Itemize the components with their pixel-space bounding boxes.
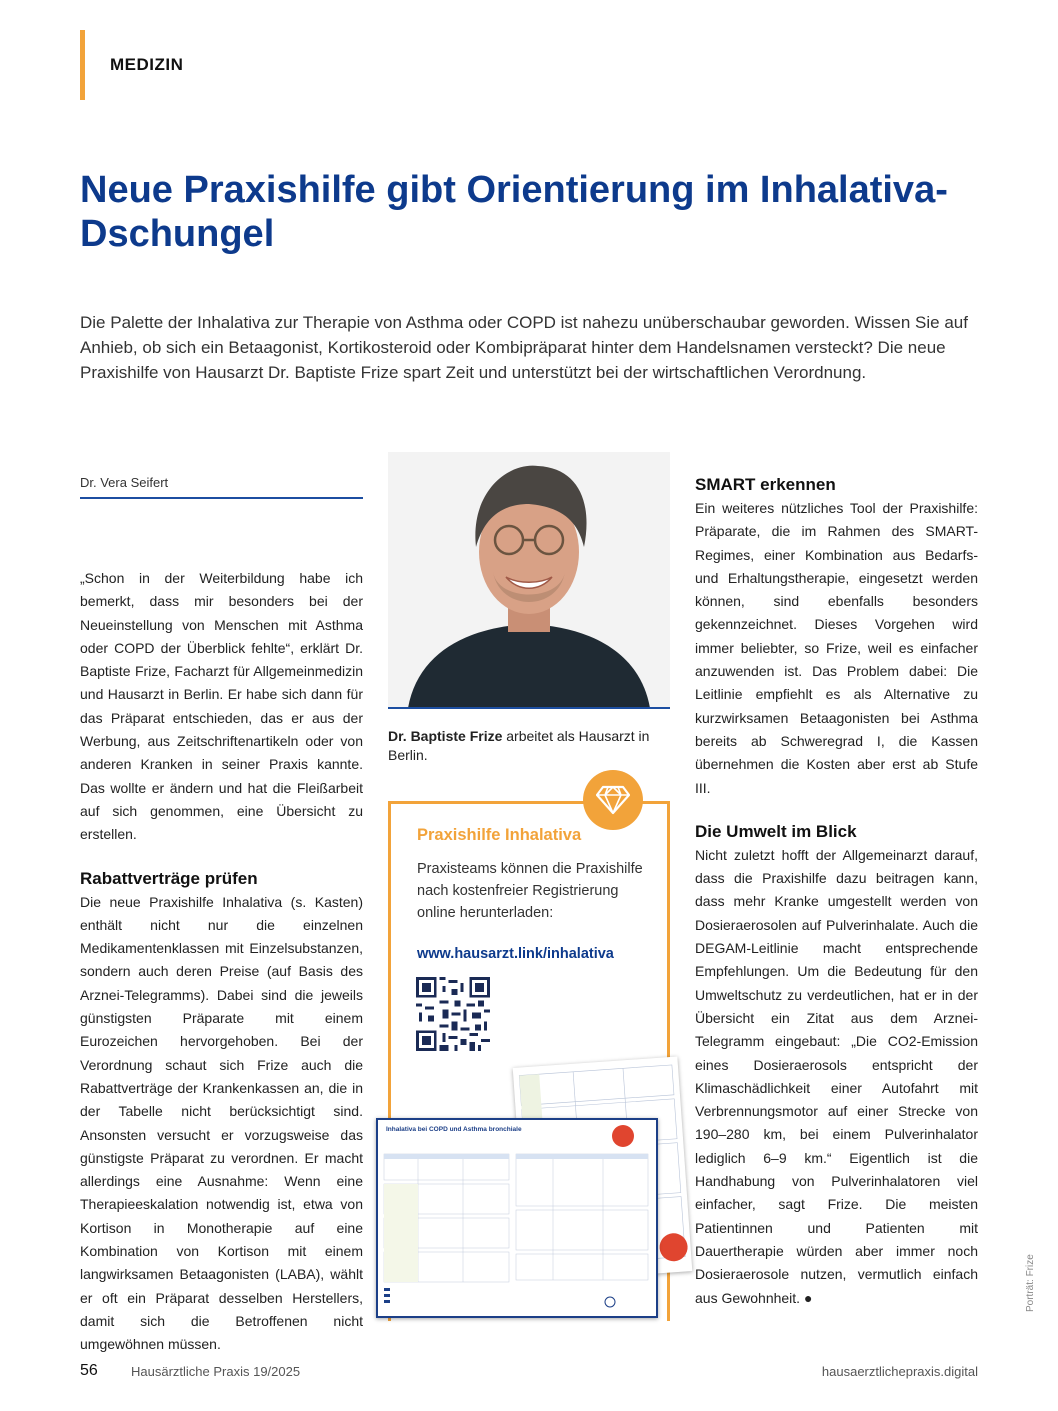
subheading-smart: SMART erkennen xyxy=(695,475,836,494)
body-paragraph: Die neue Praxishilfe Inhalativa (s. Kasten) enthält nicht nur die einzelnen Medikamentenklassen mit Einzelsubstanzen, sondern auch deren Preise (auf Basis des Arznei-Telegramms). Dabei sind die jeweils günstigsten Präparate mit einem Eurozeichen hervorgehoben. Bei der Verordnung schaut sich Frize auch die Rabattverträge der Krankenkassen an, die in der Tabelle nicht berücksichtigt sind. Ansonsten versucht er vorzugsweise das günstigste Präparat zu verordnen. Er macht allerdings eine Ausnahme: Wenn eine Therapieeskalation notwendig ist, etwa von Kortison in Monotherapie auf eine Kombination von Kortison mit einem langwirksamen Betaagonisten (LABA), wählt er oft ein Präparat desselben Herstellers, damit sich die Betroffenen nicht umgewöhnen müssen. xyxy=(80,893,363,1353)
caption-name: Dr. Baptiste Frize xyxy=(388,728,503,744)
qr-code-icon[interactable] xyxy=(416,977,490,1051)
box-text: Praxisteams können die Praxishilfe nach kostenfreier Registrierung online herunterladen: xyxy=(417,861,643,921)
download-link[interactable]: www.hausarzt.link/inhalativa xyxy=(417,946,614,962)
photo-caption xyxy=(388,727,670,765)
photo-credit: Porträt: Frize xyxy=(1025,1254,1036,1312)
column-left xyxy=(80,567,363,1357)
photo-divider xyxy=(388,707,670,709)
headline: Neue Praxishilfe gibt Orientierung im Inhalativa-Dschungel xyxy=(80,169,948,255)
body-paragraph: Ein weiteres nützliches Tool der Praxishilfe: Präparate, die im Rahmen des SMART-Regimes, einer Kombination aus Bedarfs- und Erhaltungstherapie, eingesetzt werden können, sind ebenfalls besonders gekennzeichnet. Dieses Vorgehen wird immer beliebter, so Frize, weil es einfacher anzuwenden ist. Das Problem dabei: Die Leitlinie empfiehlt es als Alternative zu kurzwirksamen Betaagonisten bei Asthma bereits ab Schweregrad I, die Kassen übernehmen die Kosten aber erst ab Stufe III. xyxy=(695,500,978,796)
preview-title: Inhalativa bei COPD und Asthma bronchiale xyxy=(386,1126,522,1133)
footer-url[interactable]: hausaerztlichepraxis.digital xyxy=(821,1364,978,1379)
praxishilfe-preview-front xyxy=(376,1118,658,1318)
portrait-illustration xyxy=(388,452,670,708)
column-right xyxy=(695,473,978,1310)
author-byline: Dr. Vera Seifert xyxy=(80,475,169,490)
publication-info: Hausärztliche Praxis 19/2025 xyxy=(131,1364,301,1379)
subheading-rabattvertraege: Rabattverträge prüfen xyxy=(80,868,258,888)
body-paragraph: Nicht zuletzt hofft der Allgemeinarzt darauf, dass die Praxishilfe dazu beitragen kann, dass mehr Kranke umgestellt werden von Dosieraerosolen auf Pulverinhalate. Auch die DEGAM-Leitlinie macht entsprechende Empfehlungen. Um die Bedeutung für den Umweltschutz zu verdeutlichen, hat er in der Übersicht ein Zitat aus dem Arznei-Telegramm eingebaut: „Die CO2-Emission eines Dosieraerosols entspricht der Klimaschädlichkeit einer Autofahrt mit Verbrennungsmotor auf einer Strecke von 190–280 km, bei einem Pulverinhalator lediglich 6–9 km.“ Eigentlich ist die Handhabung von Pulverinhalatoren viel einfacher, sagt Frize. Die meisten Patientinnen und Patienten mit Dauertherapie würden aber immer noch Dosieraerosole nutzen, vermutlich einfach aus Gewohnheit. ● xyxy=(695,846,978,1306)
portrait-photo xyxy=(388,452,670,708)
lead-paragraph: Die Palette der Inhalativa zur Therapie von Asthma oder COPD ist nahezu unüberschaubar geworden. Wissen Sie auf Anhieb, ob sich ein Betaagonist, Kortikosteroid oder Kombipräparat hinter dem Handelsnamen versteckt? Die neue Praxishilfe von Hausarzt Dr. Baptiste Frize spart Zeit und unterstützt bei der wirtschaftlichen Verordnung. xyxy=(80,313,968,382)
subheading-umwelt: Die Umwelt im Blick xyxy=(695,821,857,841)
section-accent-bar xyxy=(80,30,85,100)
caption-text: arbeitet als Hausarzt in Berlin. xyxy=(388,728,650,763)
box-title: Praxishilfe Inhalativa xyxy=(417,826,582,844)
section-label: MEDIZIN xyxy=(110,55,184,74)
diamond-icon xyxy=(583,770,643,830)
body-paragraph: „Schon in der Weiterbildung habe ich bemerkt, dass mir besonders bei der Neueinstellung von Menschen mit Asthma oder COPD der Überblick fehlte“, erklärt Dr. Baptiste Frize, Facharzt für Allgemeinmedizin und Hausarzt in Berlin. Er habe sich dann für das Präparat entschieden, das er aus der Werbung, aus Zeitschriftenartikeln oder von anderen Kranken in seiner Praxis kannte. Das wollte er ändern und hat die Fleißarbeit auf sich genommen, eine Übersicht zu erstellen. xyxy=(80,570,363,843)
page-number: 56 xyxy=(80,1362,98,1379)
author-divider xyxy=(80,497,363,499)
